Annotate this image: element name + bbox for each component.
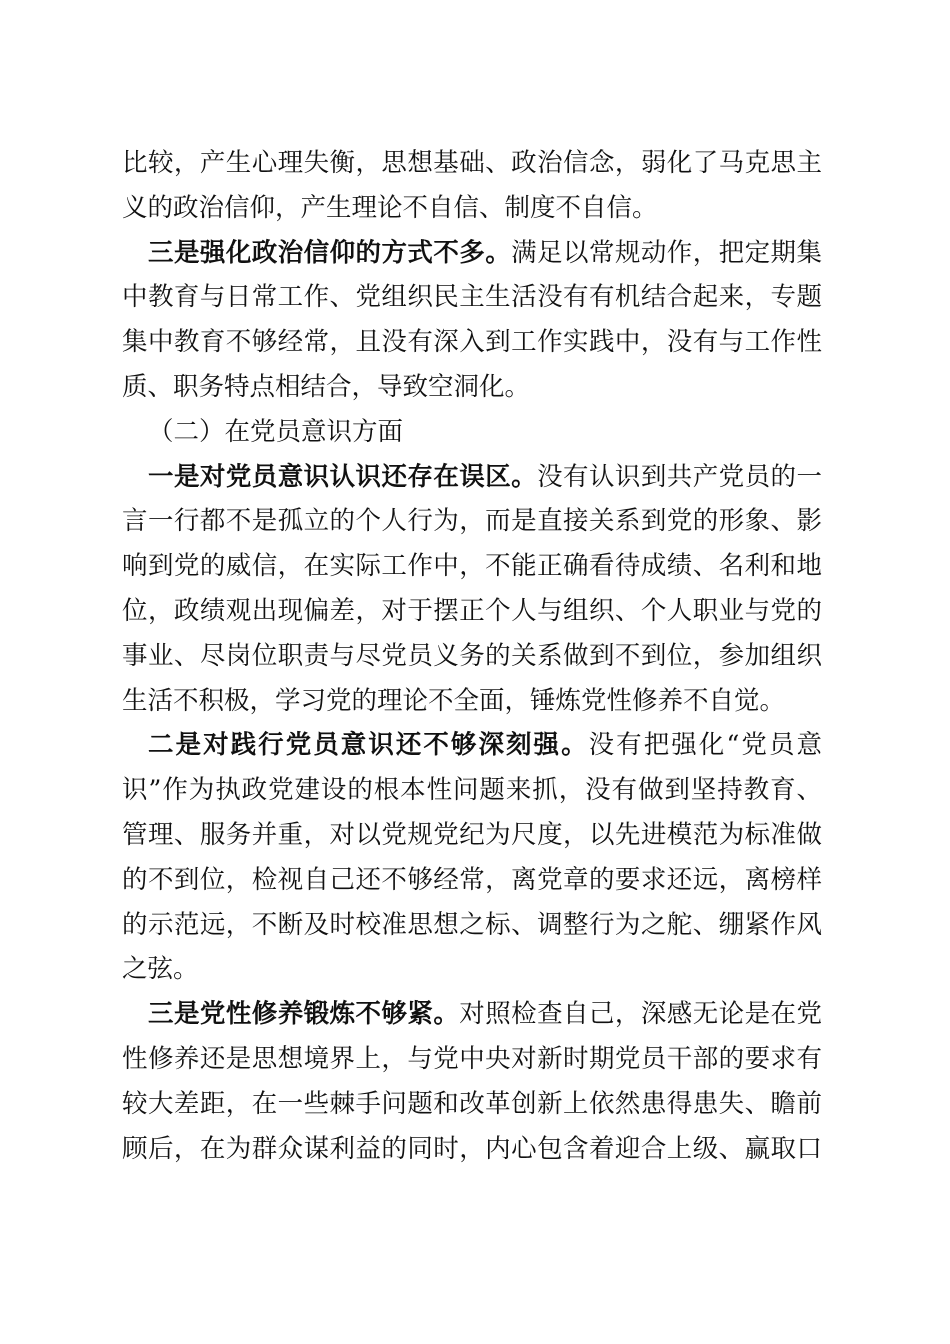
paragraph-lead: 一是对党员意识认识还存在误区。 [148,461,538,492]
line-text: 管理、服务并重，对以党规党纪为尺度，以先进模范为标准做 [122,820,822,850]
line-text: 义的政治信仰，产生理论不自信、制度不自信。 [122,192,658,223]
text-line [122,320,822,364]
line-text: 较大差距，在一些棘手问题和改革创新上依然患得患失、瞻前 [122,1088,822,1119]
line-text: （二）在党员意识方面 [148,416,404,447]
text-line [122,499,822,543]
line-text: 满足以常规动作，把定期集 [511,237,822,268]
line-text: 中教育与日常工作、党组织民主生活没有有机结合起来，专题 [122,282,822,313]
text-line [122,141,822,185]
line-text: 比较，产生心理失衡，思想基础、政治信念，弱化了马克思主 [122,148,822,178]
line-text: 事业、尽岗位职责与尽党员义务的关系做到不到位，参加组织 [122,640,822,671]
text-line [148,723,822,767]
line-text: 的示范远，不断及时校准思想之标、调整行为之舵、绷紧作风 [122,909,822,940]
text-line [122,1082,822,1126]
line-text: 质、职务特点相结合，导致空洞化。 [122,372,531,402]
line-text: 集中教育不够经常，且没有深入到工作实践中，没有与工作性 [122,327,822,358]
text-line [122,275,822,319]
text-line [148,455,822,499]
text-line [122,634,822,678]
text-line [122,679,822,723]
text-line [122,768,822,812]
line-text: 生活不积极，学习党的理论不全面，锤炼党性修养不自觉。 [122,685,786,716]
line-text: 的不到位，检视自己还不够经常，离党章的要求还远，离榜样 [122,864,822,895]
text-line [122,544,822,588]
text-line [148,410,822,454]
line-text: 没有把强化“党员意 [588,730,822,761]
line-text: 没有认识到共产党员的一 [537,461,822,492]
line-text: 之弦。 [122,954,199,985]
text-line [122,947,822,991]
text-line [122,589,822,633]
line-text: 性修养还是思想境界上，与党中央对新时期党员干部的要求有 [122,1044,822,1074]
paragraph-lead: 二是对践行党员意识还不够深刻强。 [148,730,589,761]
text-line [122,813,822,857]
paragraph-lead: 三是强化政治信仰的方式不多。 [148,237,512,268]
line-text: 识”作为执政党建设的根本性问题来抓，没有做到坚持教育、 [122,775,822,806]
text-line [122,1127,822,1171]
line-text: 位，政绩观出现偏差，对于摆正个人与组织、个人职业与党的 [122,596,822,626]
line-text: 响到党的威信，在实际工作中，不能正确看待成绩、名利和地 [122,551,822,582]
text-line [122,186,822,230]
line-text: 顾后，在为群众谋利益的同时，内心包含着迎合上级、赢取口 [122,1133,822,1164]
text-line [122,1037,822,1081]
text-line [148,992,822,1036]
text-line [122,858,822,902]
text-line [122,903,822,947]
line-text: 对照检查自己，深感无论是在党 [459,999,822,1030]
line-text: 言一行都不是孤立的个人行为，而是直接关系到党的形象、影 [122,506,822,537]
paragraph-lead: 三是党性修养锻炼不够紧。 [148,999,460,1030]
text-line [148,231,822,275]
text-line [122,365,822,409]
